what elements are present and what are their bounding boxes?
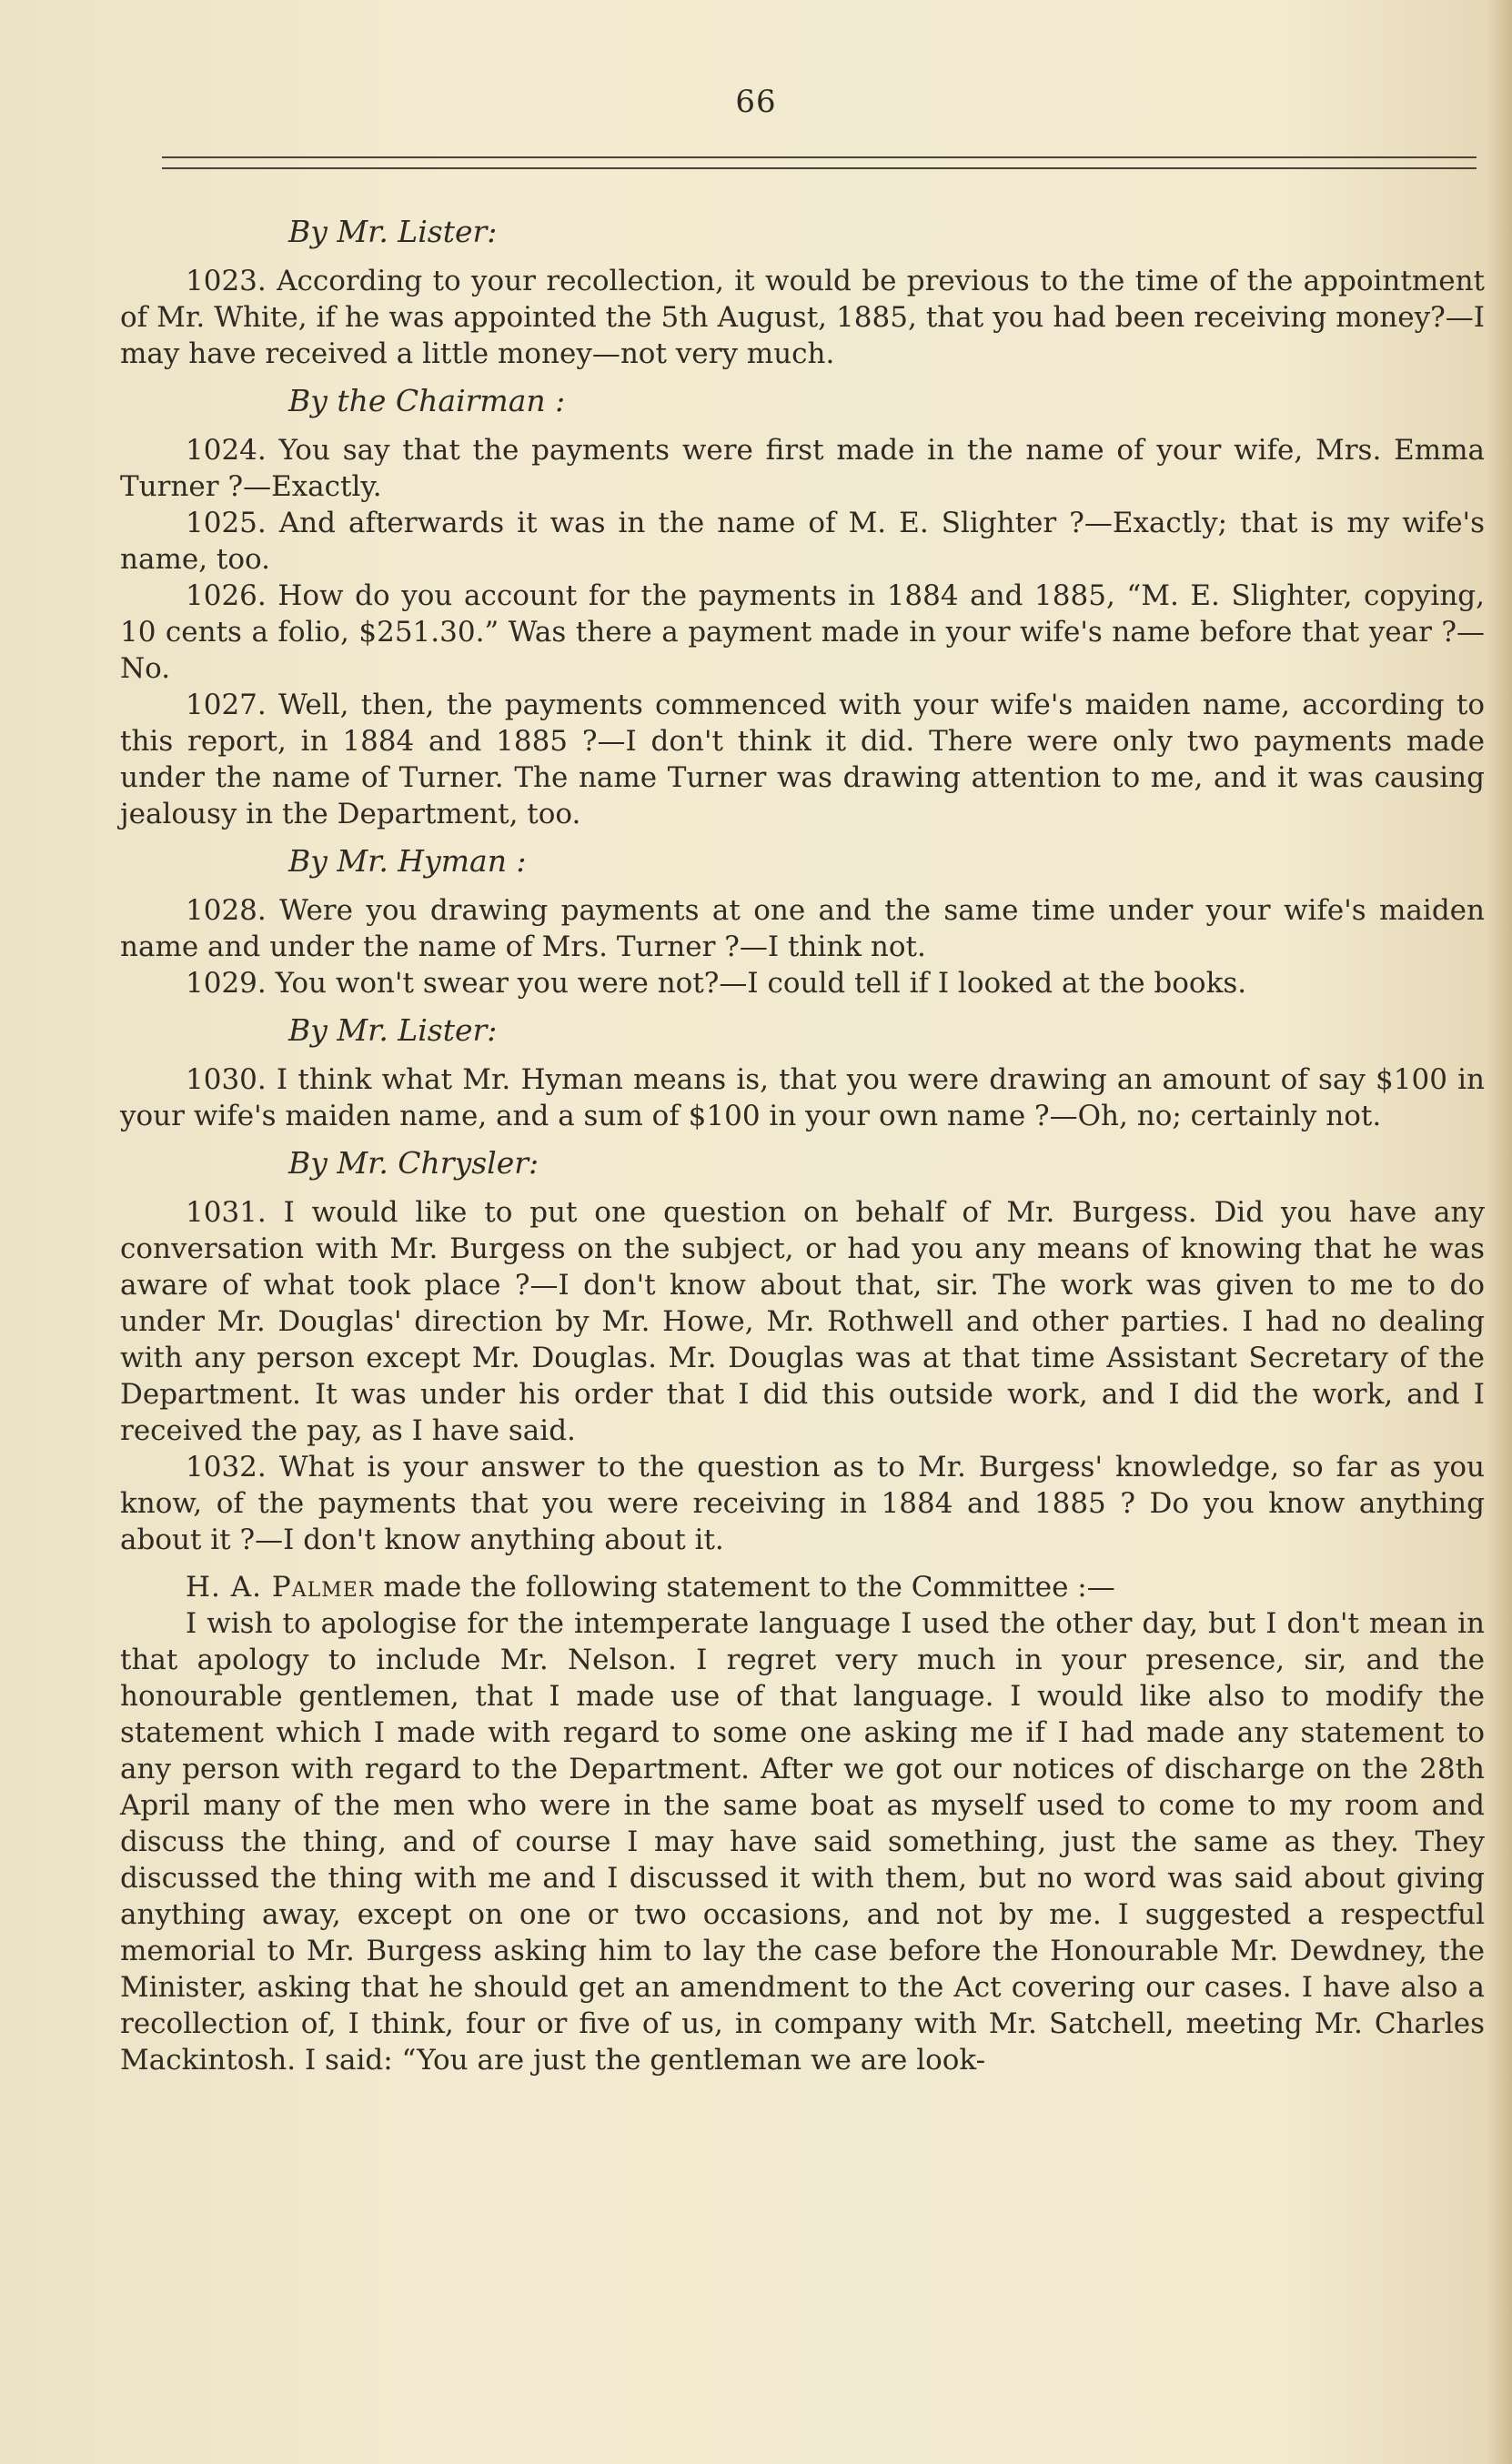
testimony-paragraph: 1027. Well, then, the payments commenced with your wife's maiden name, according to this report, in 1884 and 1885 ?—I don't think it did. There were only two payments made under the name of Turner. The name Turner was drawing attention to me, and it was causing jealousy in the Department, too. [120,689,1485,830]
witness-name: H. A. Palmer [186,1571,375,1604]
testimony-paragraph: 1032. What is your answer to the question as to Mr. Burgess' knowledge, so far as you know, of the payments that you were receiving in 1884 and 1885 ? Do you know anything about it ?—I don't know anything about it. [120,1451,1485,1556]
speaker-heading: By Mr. Lister: [288,214,498,249]
speaker-heading: By Mr. Lister: [288,1012,498,1048]
testimony-paragraph: 1023. According to your recollection, it would be previous to the time of the appointment of Mr. White, if he was appointed the 5th August, 1885, that you had been receiving money?—I may have received a little money—not very much. [120,265,1485,370]
page-edge-shadow [1487,0,1512,2464]
statement-paragraph: I wish to apologise for the intemperate language I used the other day, but I don't mean in that apology to include Mr. Nelson. I regret very much in your presence, sir, and the honourable gentlemen, that I made use of that language. I would like also to modify the statement which I made with regard to some one asking me if I had made any statement to any person with regard to the Department. After we got our notices of discharge on the 28th April many of the men who were in the same boat as myself used to come to my room and discuss the thing, and of course I may have said something, just the same as they. They discussed the thing with me and I discussed it with them, but no word was said about giving anything away, except on one or two occasions, and not by me. I suggested a respectful memorial to Mr. Burgess asking him to lay the case before the Honourable Mr. Dewdney, the Minister, asking that he should get an amendment to the Act covering our cases. I have also a recollection of, I think, four or five of us, in company with Mr. Satchell, meeting Mr. Charles Mackintosh. I said: “You are just the gentleman we are look- [120,1607,1485,2077]
page-number: 66 [735,84,777,120]
testimony-paragraph: 1025. And afterwards it was in the name of M. E. Slighter ?—Exactly; that is my wife's name, too. [120,507,1485,576]
testimony-paragraph: 1030. I think what Mr. Hyman means is, that you were drawing an amount of say $100 in your wife's maiden name, and a sum of $100 in your own name ?—Oh, no; certainly not. [120,1063,1485,1132]
testimony-paragraph: 1026. How do you account for the payments in 1884 and 1885, “M. E. Slighter, copying, 10 cents a folio, $251.30.” Was there a payment made in your wife's name before that year ?—No. [120,579,1485,685]
speaker-heading: By the Chairman : [288,383,566,418]
speaker-heading: By Mr. Hyman : [288,843,527,879]
testimony-paragraph: 1028. Were you drawing payments at one and the same time under your wife's maiden name and under the name of Mrs. Turner ?—I think not. [120,894,1485,963]
header-double-rule [162,156,1477,169]
testimony-paragraph: 1031. I would like to put one question on behalf of Mr. Burgess. Did you have any conversation with Mr. Burgess on the subject, or had you any means of knowing that he was aware of what took place ?—I don't know about that, sir. The work was given to me to do under Mr. Douglas' direction by Mr. Howe, Mr. Rothwell and other parties. I had no dealing with any person except Mr. Douglas. Mr. Douglas was at that time Assistant Secretary of the Department. It was under his order that I did this outside work, and I did the work, and I received the pay, as I have said. [120,1196,1485,1447]
testimony-paragraph: 1024. You say that the payments were first made in the name of your wife, Mrs. Emma Turner ?—Exactly. [120,434,1485,503]
statement-intro-text: made the following statement to the Committee :— [383,1571,1115,1604]
speaker-heading: By Mr. Chrysler: [288,1145,539,1181]
testimony-paragraph: 1029. You won't swear you were not?—I could tell if I looked at the books. [186,967,1247,1000]
statement-intro [120,1569,1485,1605]
document-body [120,205,1485,2078]
